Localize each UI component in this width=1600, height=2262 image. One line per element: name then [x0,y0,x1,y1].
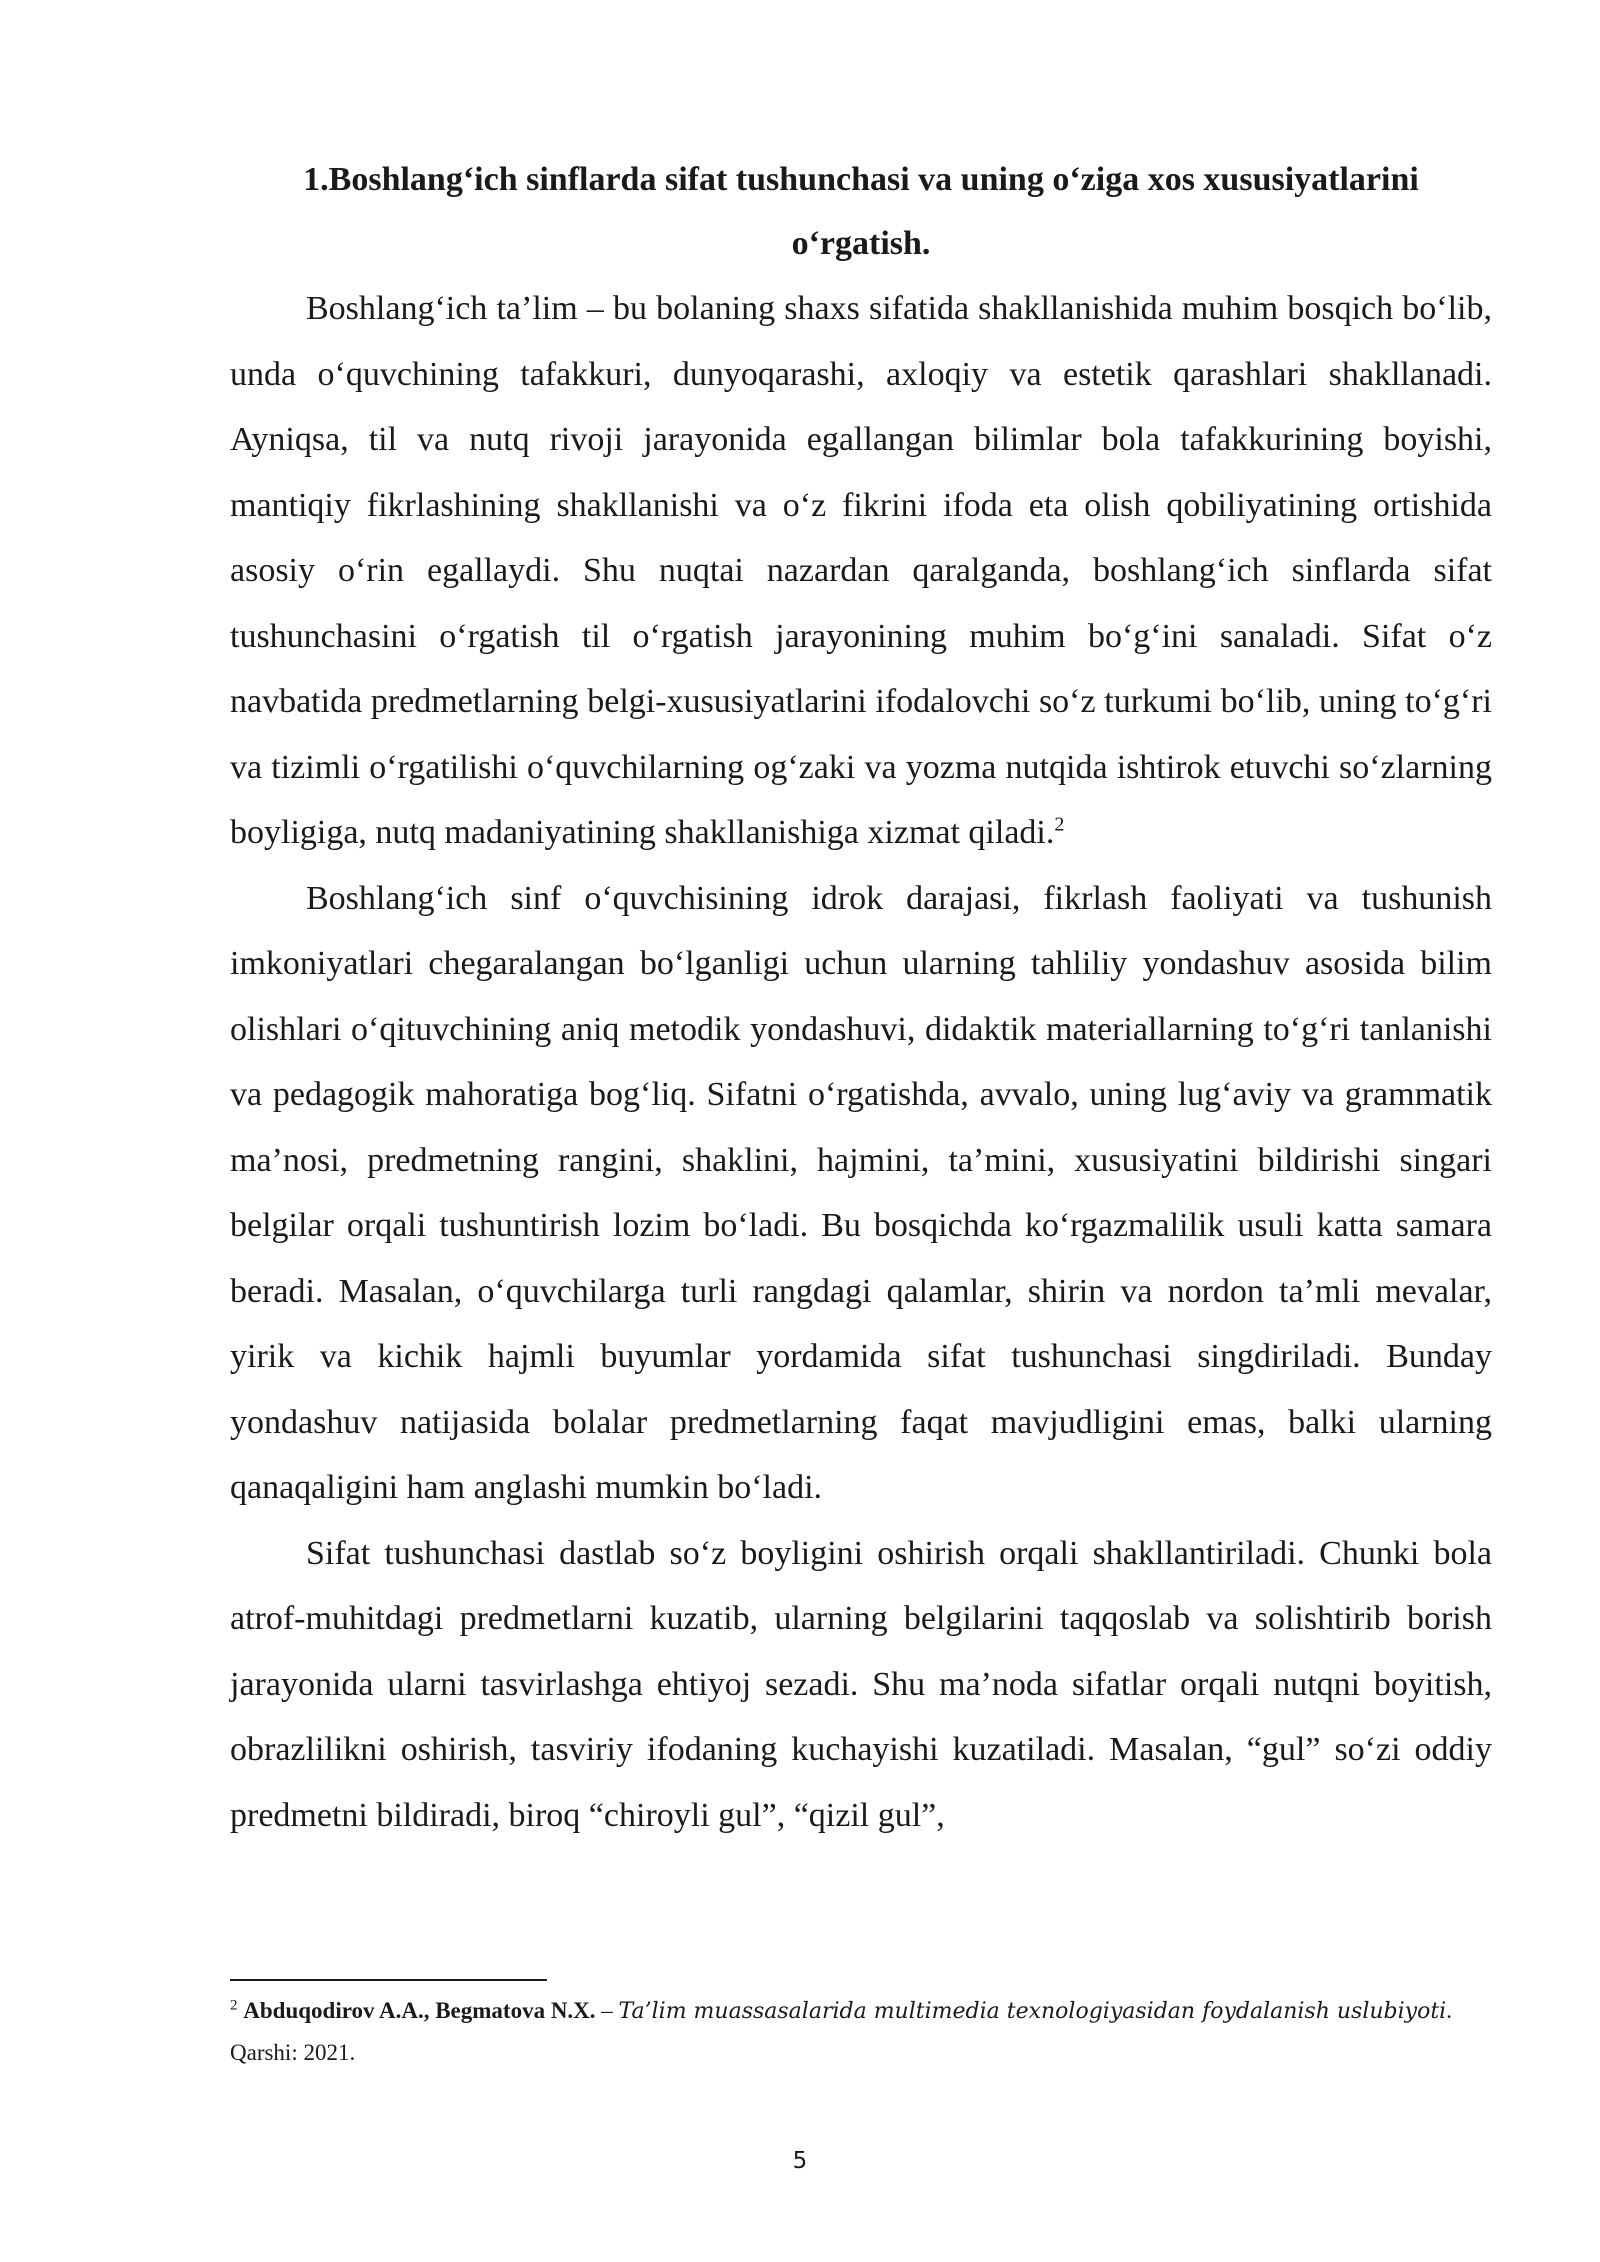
paragraph-1 [230,276,1492,866]
paragraph-3: Sifat tushunchasi dastlab so‘z boyligini oshirish orqali shakllantiriladi. Chunki bola atrof-muhitdagi predmetlarni kuzatib, ularning belgilarini taqqoslab va solishtirib borish jarayonida ularni tasvirlashga ehtiyoj sezadi. Shu ma’noda sifatlar orqali nutqni boyitish, obrazlilikni oshirish, tasviriy ifodaning kuchayishi kuzatiladi. Masalan, “gul” so‘zi oddiy predmetni bildiradi, biroq “chiroyli gul”, “qizil gul”, [230,1534,1492,1834]
footnote-authors: Abduqodirov A.A., Begmatova N.X. [243,1998,596,2023]
footnote-dash: – [595,1998,619,2023]
section-heading: 1.Boshlang‘ich sinflarda sifat tushunchasi va uning o‘ziga xos xususiyatlarini o‘rgatish. [303,161,1419,262]
footnote-reference[interactable]: 2 [1054,813,1065,836]
footnote-work-title: Ta’lim muassasalarida multimedia texnologiyasidan foydalanish uslubiyoti [618,1999,1447,2024]
document-body [230,148,1492,1848]
footnote-separator [230,1979,547,1981]
paragraph-1-text: Boshlang‘ich ta’lim – bu bolaning shaxs sifatida shakllanishida muhim bosqich bo‘lib, unda o‘quvchining tafakkuri, dunyoqarashi, axloqiy va estetik qarashlari shakllanadi. Ayniqsa, til va nutq rivoji jarayonida egallangan bilimlar bola tafakkurining boyishi, mantiqiy fikrlashining shakllanishi va o‘z fikrini ifoda eta olish qobiliyatining ortishida asosiy o‘rin egallaydi. Shu nuqtai nazardan qaralganda, boshlang‘ich sinflarda sifat tushunchasini o‘rgatish til o‘rgatish jarayonining muhim bo‘g‘ini sanaladi. Sifat o‘z navbatida predmetlarning belgi-xususiyatlarini ifodalovchi so‘z turkumi bo‘lib, uning to‘g‘ri va tizimli o‘rgatilishi o‘quvchilarning og‘zaki va yozma nutqida ishtirok etuvchi so‘zlarning boyligiga, nutq madaniyatining shakllanishiga xizmat qiladi. [230,290,1492,851]
footnote-marker: 2 [230,1997,238,2014]
footnote [230,1990,1492,2073]
paragraph-2: Boshlang‘ich sinf o‘quvchisining idrok darajasi, fikrlash faoliyati va tushunish imkoniyatlari chegaralangan bo‘lganligi uchun ularning tahliliy yondashuv asosida bilim olishlari o‘qituvchining aniq metodik yondashuvi, didaktik materiallarning to‘g‘ri tanlanishi va pedagogik mahoratiga bog‘liq. Sifatni o‘rgatishda, avvalo, uning lug‘aviy va grammatik ma’nosi, predmetning rangini, shaklini, hajmini, ta’mini, xususiyatini bildirishi singari belgilar orqali tushuntirish lozim bo‘ladi. Bu bosqichda ko‘rgazmalilik usuli katta samara beradi. Masalan, o‘quvchilarga turli rangdagi qalamlar, shirin va nordon ta’mli mevalar, yirik va kichik hajmli buyumlar yordamida sifat tushunchasi singdiriladi. Bunday yondashuv natijasida bolalar predmetlarning faqat mavjudligini emas, balki ularning qanaqaligini ham anglashi mumkin bo‘ladi. [230,879,1492,1506]
page-number: 5 [792,2148,808,2174]
footnote-period: . [1446,1998,1452,2023]
footnote-place-year: Qarshi: 2021. [230,2040,356,2065]
